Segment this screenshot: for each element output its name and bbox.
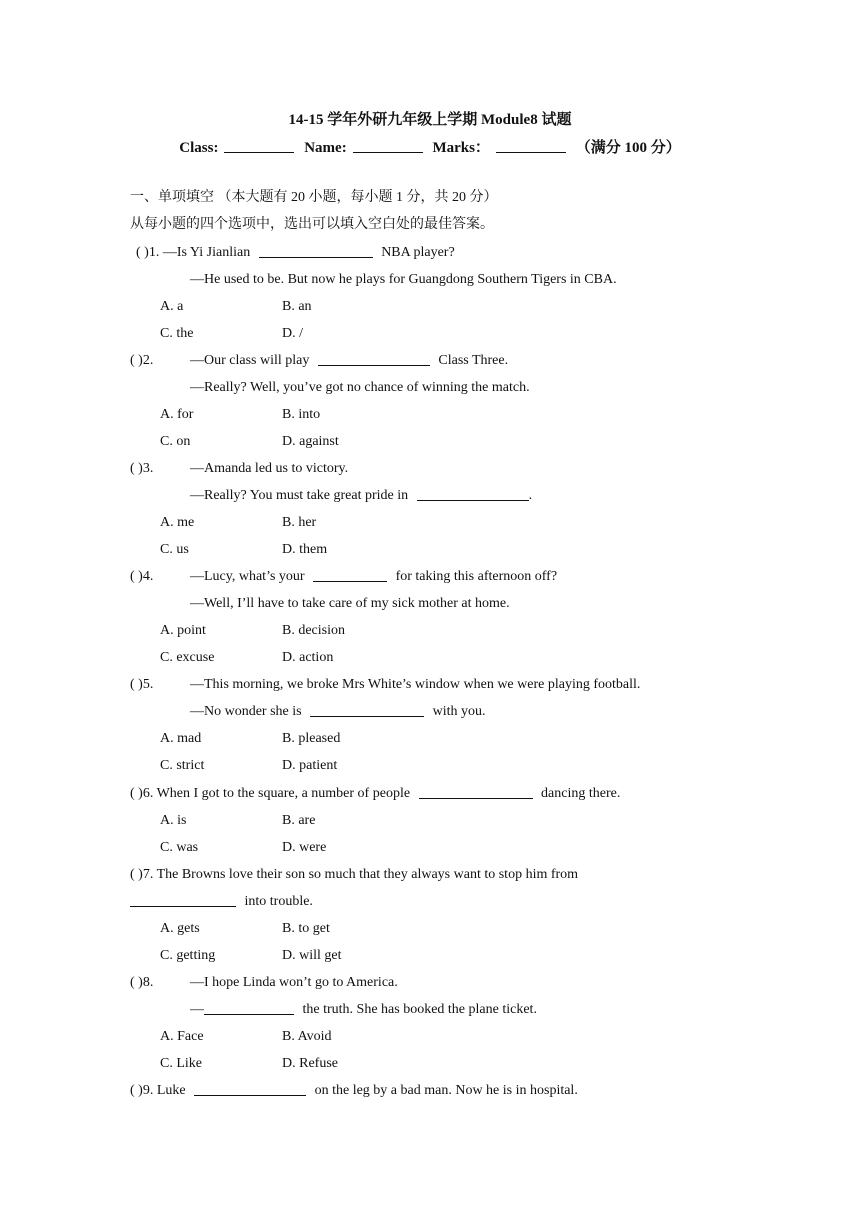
question-4 [190,568,557,586]
exam-title: 14-15 学年外研九年级上学期 Module8 试题 [288,112,572,128]
question-text: Class Three. [438,353,509,368]
question-text: dancing there. [541,786,621,801]
student-info-line [0,136,860,157]
question-text: — [190,1002,204,1017]
option-c[interactable]: C. Like [160,1056,202,1071]
question-text: NBA player? [381,245,455,260]
answer-blank[interactable] [313,568,387,582]
name-blank[interactable] [353,139,423,153]
option-a[interactable]: A. Face [160,1029,204,1044]
answer-blank[interactable] [417,487,529,501]
option-b[interactable]: B. an [282,299,312,314]
question-4-number: ( )4. [130,569,154,584]
option-b[interactable]: B. pleased [282,731,341,746]
option-c[interactable]: C. on [160,434,191,449]
section-heading: 一、单项填空 （本大题有 20 小题，每小题 1 分，共 20 分） [130,190,498,205]
option-a[interactable]: A. point [160,623,206,638]
class-label: Class: [179,140,219,156]
answer-blank[interactable] [194,1082,306,1096]
question-text: —Really? You must take great pride in [190,488,409,503]
question-text: ( )9. Luke [130,1083,186,1098]
question-8-number: ( )8. [130,975,154,990]
question-8-response [190,1001,537,1019]
question-text: ( )6. When I got to the square, a number of people [130,786,411,801]
option-c[interactable]: C. the [160,326,194,341]
answer-blank[interactable] [130,893,236,907]
option-a[interactable]: A. a [160,299,184,314]
option-b[interactable]: B. her [282,515,317,530]
option-d[interactable]: D. / [282,326,303,341]
full-score-label: （满分 100 分） [575,140,681,156]
option-d[interactable]: D. patient [282,758,338,773]
question-text: with you. [432,704,486,719]
question-3-number: ( )3. [130,461,154,476]
question-text: ( )1. —Is Yi Jianlian [136,245,251,260]
option-c[interactable]: C. us [160,542,189,557]
question-text: into trouble. [244,894,313,909]
answer-blank[interactable] [259,244,373,258]
question-4-response: —Well, I’ll have to take care of my sick mother at home. [190,596,510,611]
class-blank[interactable] [224,139,294,153]
question-2-response: —Really? Well, you’ve got no chance of winning the match. [190,380,530,395]
option-c[interactable]: C. getting [160,948,216,963]
option-b[interactable]: B. into [282,407,321,422]
answer-blank[interactable] [318,352,430,366]
question-5-response [190,703,486,721]
option-c[interactable]: C. strict [160,758,205,773]
option-d[interactable]: D. them [282,542,328,557]
question-text: the truth. She has booked the plane ticket. [302,1002,537,1017]
question-1 [136,244,455,262]
question-9 [130,1082,578,1100]
question-text: for taking this afternoon off? [395,569,558,584]
question-3-response [190,487,532,505]
question-5: —This morning, we broke Mrs White’s window when we were playing football. [190,677,641,692]
option-a[interactable]: A. mad [160,731,202,746]
section-instruction: 从每小题的四个选项中，选出可以填入空白处的最佳答案。 [130,217,494,232]
option-a[interactable]: A. is [160,813,187,828]
question-7: ( )7. The Browns love their son so much that they always want to stop him from [130,867,579,882]
question-text: —No wonder she is [190,704,302,719]
option-b[interactable]: B. decision [282,623,345,638]
question-6 [130,785,620,803]
question-8: —I hope Linda won’t go to America. [190,975,398,990]
question-5-number: ( )5. [130,677,154,692]
option-a[interactable]: A. me [160,515,195,530]
option-d[interactable]: D. were [282,840,327,855]
option-d[interactable]: D. action [282,650,334,665]
name-label: Name: [304,140,347,156]
marks-label: Marks： [432,140,490,156]
question-7-continuation [130,893,313,911]
option-b[interactable]: B. Avoid [282,1029,332,1044]
marks-blank[interactable] [496,139,566,153]
question-2 [190,352,508,370]
option-a[interactable]: A. for [160,407,194,422]
question-3: —Amanda led us to victory. [190,461,349,476]
question-text: —Our class will play [190,353,310,368]
answer-blank[interactable] [419,785,533,799]
question-text: . [528,488,533,503]
option-b[interactable]: B. are [282,813,316,828]
answer-blank[interactable] [204,1001,294,1015]
option-b[interactable]: B. to get [282,921,330,936]
question-2-number: ( )2. [130,353,154,368]
question-text: —Lucy, what’s your [190,569,305,584]
option-c[interactable]: C. excuse [160,650,215,665]
option-a[interactable]: A. gets [160,921,200,936]
option-c[interactable]: C. was [160,840,199,855]
option-d[interactable]: D. will get [282,948,342,963]
question-1-response: —He used to be. But now he plays for Guangdong Southern Tigers in CBA. [190,272,617,287]
option-d[interactable]: D. Refuse [282,1056,338,1071]
question-text: on the leg by a bad man. Now he is in hospital. [314,1083,578,1098]
answer-blank[interactable] [310,703,424,717]
option-d[interactable]: D. against [282,434,339,449]
